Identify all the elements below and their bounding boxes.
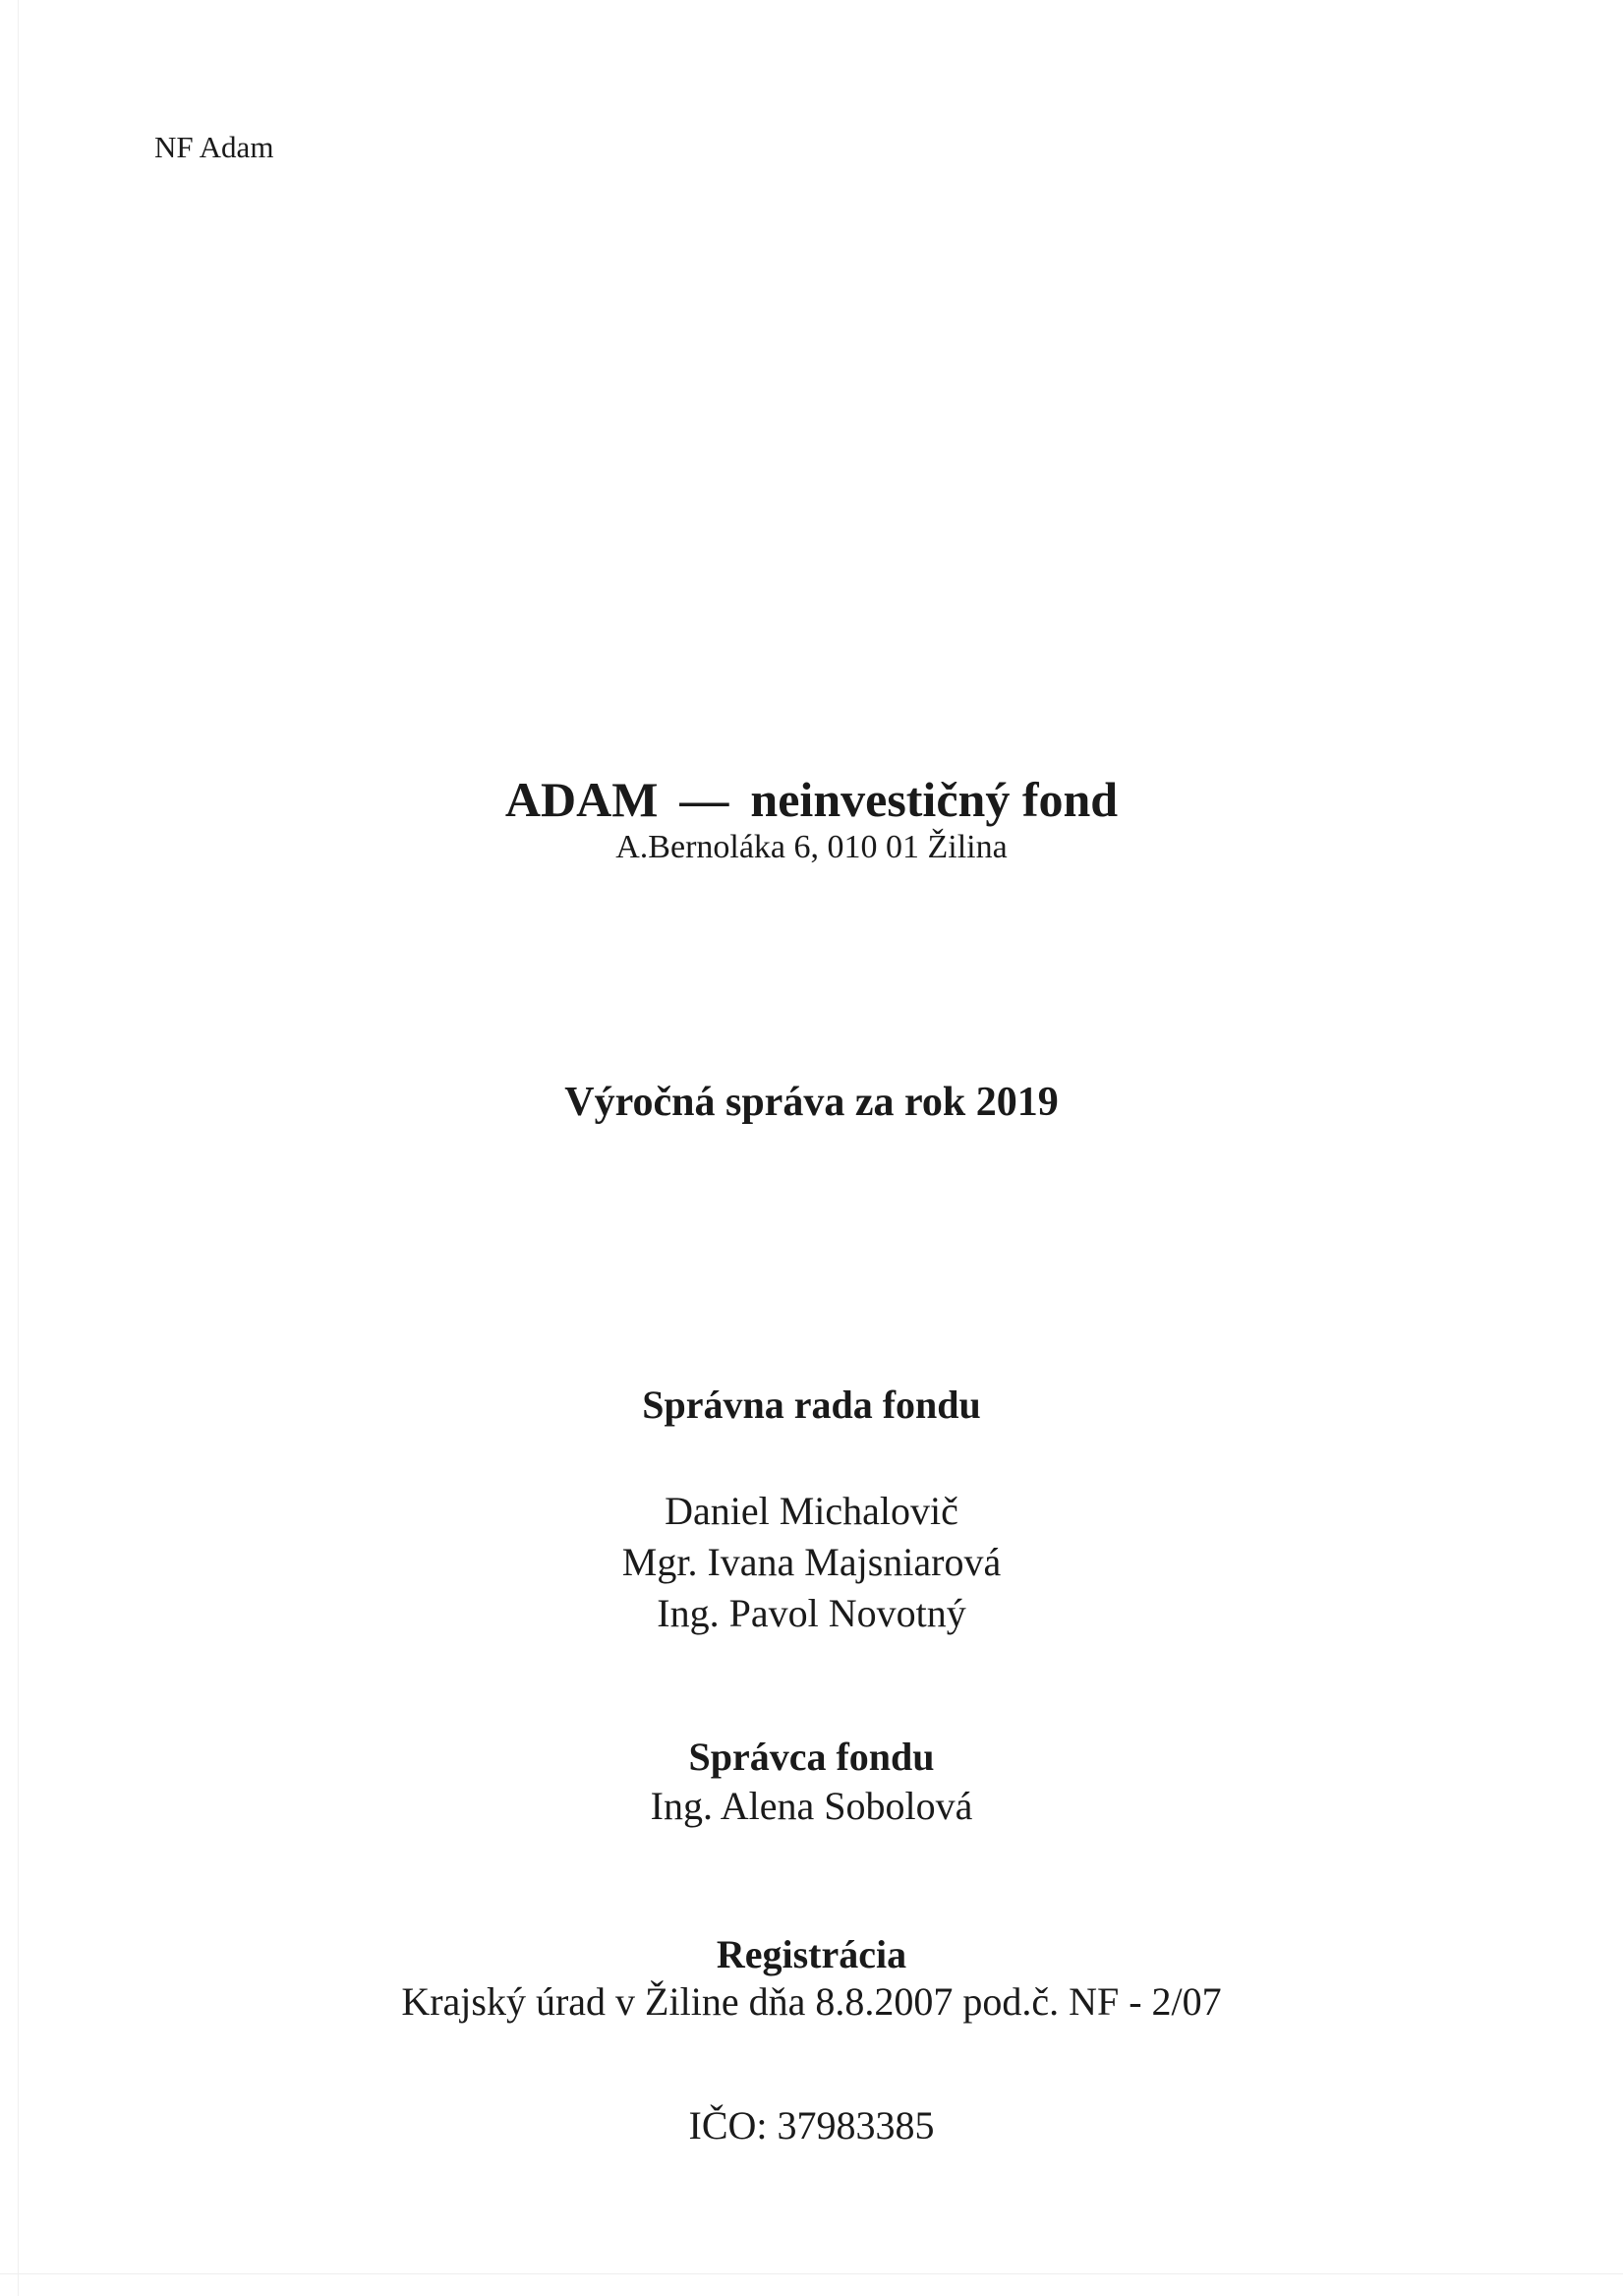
fund-address: A.Bernoláka 6, 010 01 Žilina [615, 829, 1008, 865]
fund-name: ADAM [504, 772, 659, 827]
board-member: Mgr. Ivana Majsniarová [621, 1540, 1002, 1584]
board-member: Ing. Pavol Novotný [657, 1591, 966, 1635]
board-member: Daniel Michalovič [665, 1489, 958, 1533]
registration-heading: Registrácia [716, 1932, 907, 1976]
header-note: NF Adam [154, 130, 274, 164]
administrator-name: Ing. Alena Sobolová [650, 1784, 973, 1828]
scan-bottom-line [0, 2273, 1623, 2274]
title-dash: — [679, 772, 729, 827]
report-title: Výročná správa za rok 2019 [564, 1080, 1059, 1125]
ico-number: IČO: 37983385 [688, 2103, 935, 2148]
document-title [0, 771, 1623, 828]
fund-type: neinvestičný fond [750, 772, 1119, 827]
board-heading: Správna rada fondu [642, 1383, 981, 1427]
registration-text: Krajský úrad v Žiline dňa 8.8.2007 pod.č. NF - 2/07 [401, 1979, 1222, 2024]
administrator-heading: Správca fondu [688, 1735, 935, 1779]
